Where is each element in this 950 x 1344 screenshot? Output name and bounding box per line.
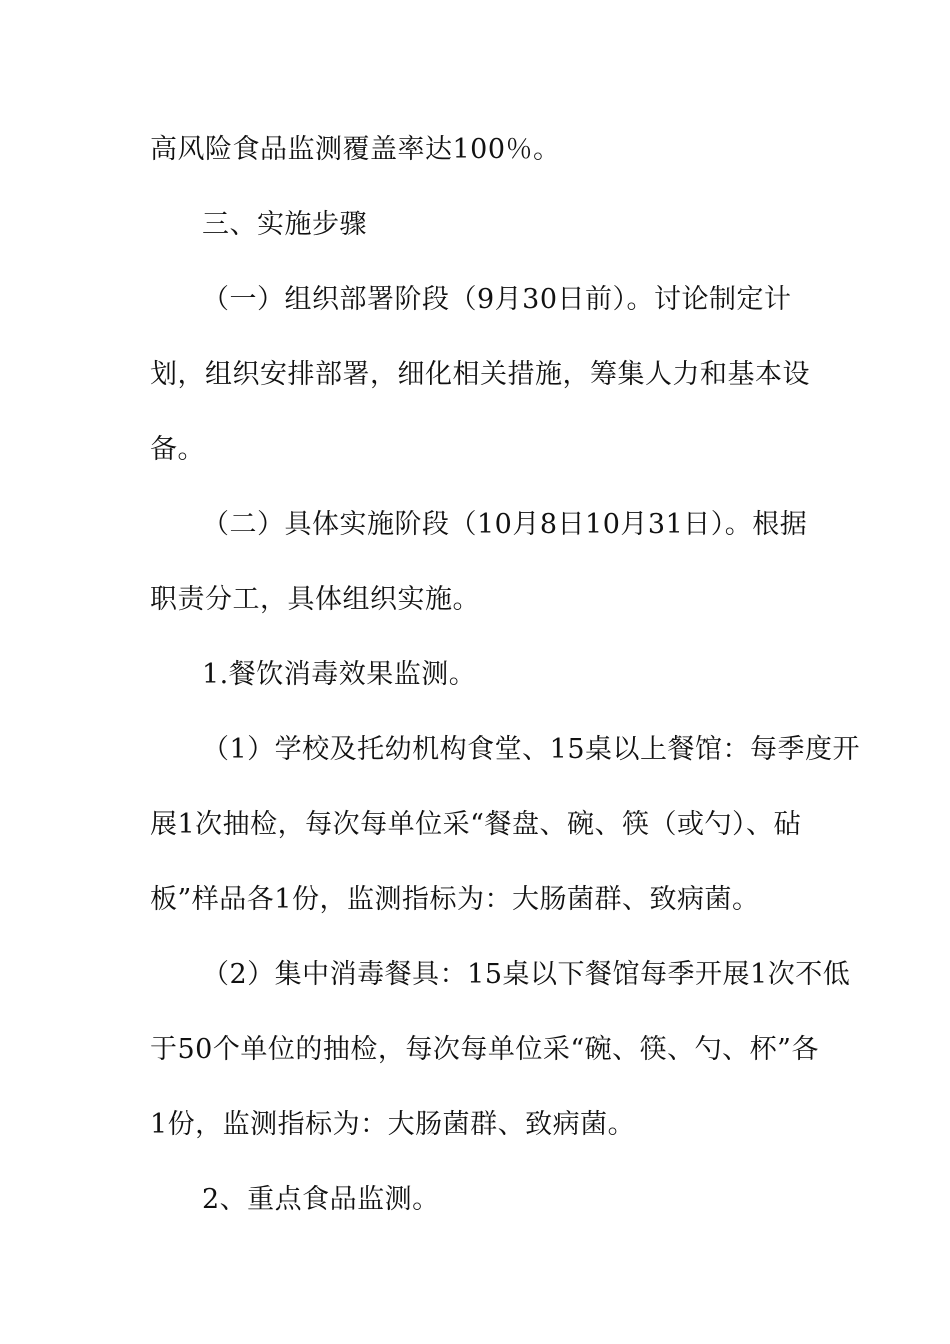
paragraph-item-1-line-1: （1）学校及托幼机构食堂、15桌以上餐馆：每季度开 [202,734,861,765]
paragraph-stage-two-line-2: 职责分工，具体组织实施。 [150,584,480,615]
paragraph-stage-one-line-2: 划，组织安排部署，细化相关措施，筹集人力和基本设 [150,359,810,390]
paragraph-item-1-line-3: 板”样品各1份，监测指标为：大肠菌群、致病菌。 [150,884,760,915]
subheading-disinfection-monitoring: 1.餐饮消毒效果监测。 [202,659,477,690]
paragraph-item-2-line-1: （2）集中消毒餐具：15桌以下餐馆每季开展1次不低 [202,959,851,990]
paragraph-stage-one-line-1: （一）组织部署阶段（9月30日前）。讨论制定计 [202,284,792,315]
paragraph-stage-two-line-1: （二）具体实施阶段（10月8日10月31日）。根据 [202,509,808,540]
text-line-coverage-rate: 高风险食品监测覆盖率达100％。 [150,134,561,165]
paragraph-item-2-line-3: 1份，监测指标为：大肠菌群、致病菌。 [150,1109,636,1140]
paragraph-item-1-line-2: 展1次抽检，每次每单位采“餐盘、碗、筷（或勺）、砧 [150,809,801,840]
section-heading-implementation-steps: 三、实施步骤 [202,209,367,240]
subheading-key-food-monitoring: 2、重点食品监测。 [202,1184,440,1215]
paragraph-item-2-line-2: 于50个单位的抽检，每次每单位采“碗、筷、勺、杯”各 [150,1034,819,1065]
paragraph-stage-one-line-3: 备。 [150,434,205,465]
